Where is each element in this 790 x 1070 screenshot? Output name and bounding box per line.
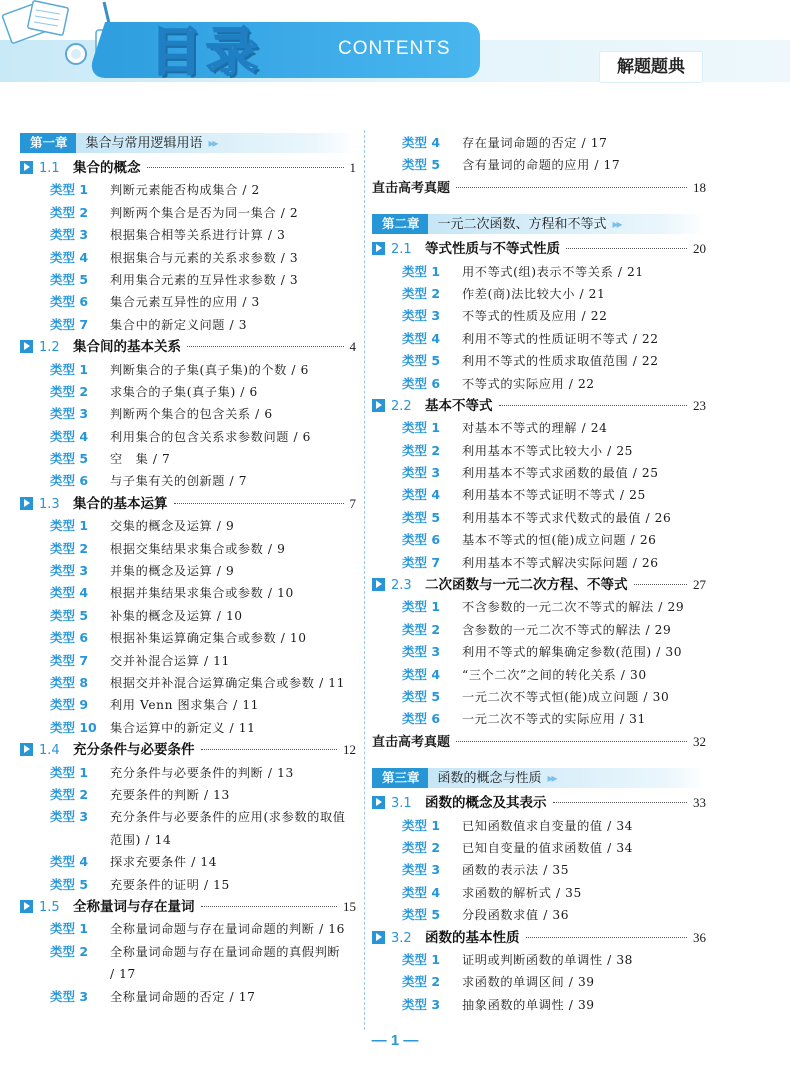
item-text: 利用 Venn 图求集合 / 11: [110, 698, 260, 713]
section-number: 3.2: [391, 930, 412, 946]
item-text: 根据集合与元素的关系求参数 / 3: [110, 250, 299, 265]
column-divider: [364, 130, 366, 1030]
item-text: 利用不等式的解集确定参数(范围) / 30: [462, 645, 683, 660]
type-tag: 类型 5: [402, 157, 441, 173]
item-text: 根据交并补混合运算确定集合或参数 / 11: [110, 675, 345, 690]
item-text: 交集的概念及运算 / 9: [110, 519, 235, 534]
section-entry[interactable]: [372, 574, 706, 596]
toc-item[interactable]: [20, 515, 356, 537]
triangle-right-icon: [20, 743, 33, 756]
triangle-right-icon: [20, 340, 33, 353]
type-tag: 类型 4: [402, 884, 441, 900]
type-tag: 类型 9: [50, 697, 89, 713]
toc-item[interactable]: [372, 328, 706, 350]
item-text: 一元二次不等式恒(能)成立问题 / 30: [462, 689, 670, 704]
toc-item[interactable]: [20, 672, 356, 694]
type-tag: 类型 5: [402, 353, 441, 369]
chapter-title[interactable]: 函数的概念与性质 ▸▸: [428, 768, 706, 788]
type-tag: 类型 2: [50, 540, 89, 556]
type-tag: 类型 3: [402, 308, 441, 324]
page-number: 15: [343, 898, 356, 914]
toc-item[interactable]: [372, 994, 706, 1016]
page-number: 20: [693, 241, 706, 257]
page-number: 7: [349, 495, 356, 511]
item-text: 已知函数值求自变量的值 / 34: [462, 818, 634, 833]
toc-item[interactable]: [372, 507, 706, 529]
section-entry[interactable]: [20, 336, 356, 358]
item-text: 利用集合元素的互异性求参数 / 3: [110, 272, 299, 287]
toc-item[interactable]: [20, 717, 356, 739]
dot-leader: [147, 167, 344, 168]
item-text: 利用不等式的性质求取值范围 / 22: [462, 354, 659, 369]
toc-item[interactable]: [20, 538, 356, 560]
exam-title: 直击高考真题: [372, 734, 451, 750]
toc-item[interactable]: [372, 859, 706, 881]
toc-item[interactable]: [20, 381, 356, 403]
toc-item[interactable]: [372, 462, 706, 484]
type-tag: 类型 4: [50, 585, 89, 601]
type-tag: 类型 6: [402, 532, 441, 548]
toc-item[interactable]: [372, 261, 706, 283]
section-entry[interactable]: [372, 792, 706, 814]
item-text: 求函数的解析式 / 35: [462, 885, 582, 900]
type-tag: 类型 3: [50, 227, 89, 243]
toc-item[interactable]: [372, 552, 706, 574]
item-text: 分段函数求值 / 36: [462, 908, 570, 923]
triangle-right-icon: [20, 900, 33, 913]
type-tag: 类型 4: [50, 854, 89, 870]
type-tag: 类型 2: [402, 285, 441, 301]
dot-leader: [187, 346, 344, 347]
item-text: 集合运算中的新定义 / 11: [110, 720, 256, 735]
type-tag: 类型 1: [402, 599, 441, 615]
item-text: 充要条件的判断 / 13: [110, 787, 230, 802]
toc-item[interactable]: [20, 650, 356, 672]
type-tag: 类型 5: [50, 876, 89, 892]
item-text: 已知自变量的值求函数值 / 34: [462, 840, 634, 855]
toc-item[interactable]: [20, 986, 356, 1008]
toc-item[interactable]: [20, 470, 356, 492]
item-text: “三个二次”之间的转化关系 / 30: [462, 667, 647, 682]
chevron-right-icon: ▸▸: [208, 136, 217, 150]
section-entry[interactable]: [20, 157, 356, 179]
dot-leader: [634, 584, 688, 585]
toc-item[interactable]: [372, 484, 706, 506]
item-text: 集合中的新定义问题 / 3: [110, 317, 248, 332]
item-text: 求集合的子集(真子集) / 6: [110, 384, 258, 399]
toc-left-column: [20, 132, 356, 1008]
type-tag: 类型 2: [402, 839, 441, 855]
section-title: 全称量词与存在量词: [73, 898, 195, 915]
type-tag: 类型 1: [402, 817, 441, 833]
item-text: 作差(商)法比较大小 / 21: [462, 286, 606, 301]
type-tag: 类型 5: [402, 688, 441, 704]
section-title: 集合间的基本关系: [73, 339, 181, 356]
triangle-right-icon: [372, 399, 385, 412]
triangle-right-icon: [372, 242, 385, 255]
toc-item[interactable]: [372, 882, 706, 904]
toc-item[interactable]: [20, 806, 356, 851]
item-text: 证明或判断函数的单调性 / 38: [462, 952, 634, 967]
type-tag: 类型 6: [50, 473, 89, 489]
toc-item[interactable]: [20, 560, 356, 582]
type-tag: 类型 5: [402, 509, 441, 525]
type-tag: 类型 3: [50, 563, 89, 579]
item-text: 不含参数的一元二次不等式的解法 / 29: [462, 600, 685, 615]
section-number: 1.1: [39, 161, 60, 176]
page-number: 36: [693, 929, 706, 945]
toc-item[interactable]: [20, 247, 356, 269]
type-tag: 类型 2: [402, 974, 441, 990]
type-tag: 类型 4: [50, 428, 89, 444]
item-text: 与子集有关的创新题 / 7: [110, 474, 248, 489]
type-tag: 类型 7: [402, 554, 441, 570]
page-number: 23: [693, 397, 706, 413]
toc-item[interactable]: [372, 305, 706, 327]
type-tag: 类型 1: [50, 518, 89, 534]
type-tag: 类型 7: [50, 652, 89, 668]
page-number: 1: [349, 160, 356, 175]
type-tag: 类型 5: [50, 451, 89, 467]
toc-item[interactable]: [20, 426, 356, 448]
item-text: 一元二次不等式的实际应用 / 31: [462, 712, 646, 727]
chapter-title[interactable]: 一元二次函数、方程和不等式 ▸▸: [428, 214, 706, 234]
toc-item[interactable]: [372, 815, 706, 837]
type-tag: 类型 2: [50, 786, 89, 802]
toc-item[interactable]: [372, 596, 706, 618]
toc-item[interactable]: [20, 448, 356, 470]
item-text: 不等式的实际应用 / 22: [462, 376, 595, 391]
item-text: 利用基本不等式求函数的最值 / 25: [462, 466, 659, 481]
section-entry[interactable]: [20, 493, 356, 515]
toc-item[interactable]: [372, 686, 706, 708]
toc-item[interactable]: [372, 283, 706, 305]
item-text: 根据并集结果求集合或参数 / 10: [110, 586, 294, 601]
toc-item[interactable]: [372, 708, 706, 730]
dot-leader: [201, 749, 338, 750]
section-entry[interactable]: [20, 896, 356, 918]
section-title: 基本不等式: [425, 397, 493, 414]
dot-leader: [499, 405, 688, 406]
page-number: 12: [343, 742, 356, 758]
type-tag: 类型 4: [402, 666, 441, 682]
exam-entry[interactable]: [372, 177, 706, 199]
section-number: 1.5: [39, 899, 60, 915]
toc-item[interactable]: [372, 373, 706, 395]
type-tag: 类型 3: [402, 465, 441, 481]
type-tag: 类型 1: [50, 764, 89, 780]
chevron-right-icon: ▸▸: [612, 217, 621, 232]
triangle-right-icon: [372, 931, 385, 944]
type-tag: 类型 1: [50, 182, 89, 198]
toc-item[interactable]: [372, 350, 706, 372]
section-number: 3.1: [391, 796, 412, 812]
triangle-right-icon: [372, 578, 385, 591]
toc-item[interactable]: [372, 664, 706, 686]
exam-title: 直击高考真题: [372, 180, 451, 196]
item-text: 对基本不等式的理解 / 24: [462, 421, 608, 436]
type-tag: 类型 6: [50, 630, 89, 646]
item-text: 全称量词命题与存在量词命题的判断 / 16: [110, 922, 345, 937]
type-tag: 类型 3: [50, 809, 89, 825]
item-text: 空 集 / 7: [110, 452, 171, 467]
item-text: 利用基本不等式证明不等式 / 25: [462, 488, 646, 503]
section-entry[interactable]: [372, 395, 706, 417]
item-text: 基本不等式的恒(能)成立问题 / 26: [462, 533, 657, 548]
item-text: 判断两个集合的包含关系 / 6: [110, 407, 273, 422]
toc-item[interactable]: [20, 918, 356, 940]
dot-leader: [553, 802, 688, 803]
toc-item[interactable]: [372, 837, 706, 859]
brand-badge: 解题题典: [600, 52, 702, 82]
section-title: 等式性质与不等式性质: [425, 241, 560, 258]
type-tag: 类型 4: [402, 330, 441, 346]
toc-item[interactable]: [20, 403, 356, 425]
item-text: 抽象函数的单调性 / 39: [462, 997, 595, 1012]
toc-item[interactable]: [20, 582, 356, 604]
toc-item[interactable]: [372, 641, 706, 663]
section-entry[interactable]: [372, 238, 706, 260]
item-text: 利用不等式的性质证明不等式 / 22: [462, 331, 659, 346]
chapter-heading: [372, 767, 706, 789]
type-tag: 类型 3: [50, 988, 89, 1004]
toc-item[interactable]: [372, 154, 706, 176]
toc-item[interactable]: [20, 784, 356, 806]
section-title: 二次函数与一元二次方程、不等式: [425, 577, 628, 594]
dot-leader: [174, 503, 344, 504]
type-tag: 类型 6: [50, 294, 89, 310]
section-number: 2.1: [391, 242, 412, 258]
chapter-label: 第三章: [372, 768, 428, 788]
page-number: 33: [693, 795, 706, 811]
triangle-right-icon: [20, 161, 33, 174]
item-text: 全称量词命题与存在量词命题的真假判断 / 17: [110, 944, 341, 982]
page-header: [0, 0, 790, 108]
section-number: 1.2: [39, 340, 60, 356]
chapter-heading: [20, 132, 356, 154]
triangle-right-icon: [20, 497, 33, 510]
chapter-label: 第二章: [372, 214, 428, 234]
item-text: 根据集合相等关系进行计算 / 3: [110, 228, 286, 243]
dot-leader: [526, 937, 688, 938]
item-text: 交并补混合运算 / 11: [110, 653, 230, 668]
item-text: 存在量词命题的否定 / 17: [462, 136, 608, 150]
triangle-right-icon: [372, 796, 385, 809]
toc-item[interactable]: [372, 132, 706, 154]
page-number: 27: [693, 577, 706, 593]
type-tag: 类型 2: [402, 621, 441, 637]
toc-item[interactable]: [372, 619, 706, 641]
type-tag: 类型 5: [50, 607, 89, 623]
type-tag: 类型 5: [50, 271, 89, 287]
type-tag: 类型 4: [402, 487, 441, 503]
item-text: 不等式的性质及应用 / 22: [462, 309, 608, 324]
type-tag: 类型 10: [50, 719, 97, 735]
page-subtitle: CONTENTS: [338, 38, 451, 59]
page-number: 18: [693, 179, 706, 195]
chapter-label: 第一章: [20, 133, 76, 153]
section-title: 函数的基本性质: [425, 929, 520, 946]
item-text: 探求充要条件 / 14: [110, 855, 218, 870]
chapter-title[interactable]: 集合与常用逻辑用语 ▸▸: [76, 133, 356, 153]
section-title: 充分条件与必要条件: [73, 742, 195, 759]
section-entry[interactable]: [372, 927, 706, 949]
dot-leader: [456, 741, 687, 742]
toc-item[interactable]: [372, 971, 706, 993]
type-tag: 类型 1: [402, 263, 441, 279]
item-text: 全称量词命题的否定 / 17: [110, 989, 256, 1004]
item-text: 集合元素互异性的应用 / 3: [110, 295, 260, 310]
toc-item[interactable]: [20, 627, 356, 649]
toc-item[interactable]: [20, 694, 356, 716]
section-number: 2.3: [391, 578, 412, 594]
toc-item[interactable]: [20, 762, 356, 784]
type-tag: 类型 3: [402, 996, 441, 1012]
toc-item[interactable]: [20, 269, 356, 291]
section-number: 2.2: [391, 398, 412, 414]
type-tag: 类型 1: [402, 420, 441, 436]
dot-leader: [566, 248, 687, 249]
type-tag: 类型 6: [402, 375, 441, 391]
type-tag: 类型 4: [50, 249, 89, 265]
item-text: 利用集合的包含关系求参数问题 / 6: [110, 429, 312, 444]
type-tag: 类型 4: [402, 135, 441, 150]
section-title: 函数的概念及其表示: [425, 795, 547, 812]
item-text: 充分条件与必要条件的判断 / 13: [110, 765, 294, 780]
item-text: 充分条件与必要条件的应用(求参数的取值范围) / 14: [110, 810, 346, 847]
type-tag: 类型 7: [50, 316, 89, 332]
toc-item[interactable]: [372, 417, 706, 439]
toc-item[interactable]: [372, 904, 706, 926]
toc-item[interactable]: [20, 605, 356, 627]
toc-item[interactable]: [372, 529, 706, 551]
dot-leader: [201, 906, 338, 907]
dot-leader: [456, 187, 687, 188]
toc-item[interactable]: [20, 359, 356, 381]
item-text: 含参数的一元二次不等式的解法 / 29: [462, 622, 672, 637]
toc-item[interactable]: [20, 179, 356, 201]
section-number: 1.3: [39, 496, 60, 512]
type-tag: 类型 1: [50, 361, 89, 377]
section-title: 集合的概念: [73, 160, 141, 176]
toc-item[interactable]: [20, 851, 356, 873]
section-number: 1.4: [39, 743, 60, 759]
item-text: 根据交集结果求集合或参数 / 9: [110, 541, 286, 556]
type-tag: 类型 3: [402, 644, 441, 660]
item-text: 根据补集运算确定集合或参数 / 10: [110, 631, 307, 646]
toc-item[interactable]: [20, 224, 356, 246]
page-number: 32: [693, 733, 706, 749]
chapter-heading: [372, 213, 706, 235]
item-text: 求函数的单调区间 / 39: [462, 975, 595, 990]
section-title: 集合的基本运算: [73, 495, 168, 512]
item-text: 充要条件的证明 / 15: [110, 877, 230, 892]
toc-item[interactable]: [372, 440, 706, 462]
type-tag: 类型 2: [50, 383, 89, 399]
item-text: 判断集合的子集(真子集)的个数 / 6: [110, 362, 309, 377]
item-text: 用不等式(组)表示不等关系 / 21: [462, 264, 644, 279]
page-number: 4: [349, 339, 356, 355]
toc-item[interactable]: [20, 314, 356, 336]
type-tag: 类型 2: [50, 204, 89, 220]
type-tag: 类型 1: [402, 951, 441, 967]
item-text: 补集的概念及运算 / 10: [110, 608, 243, 623]
type-tag: 类型 5: [402, 907, 441, 923]
toc-item[interactable]: [20, 874, 356, 896]
type-tag: 类型 2: [50, 943, 89, 959]
exam-entry[interactable]: [372, 731, 706, 753]
chevron-right-icon: ▸▸: [547, 771, 556, 786]
footer-page-number: — 1 —: [371, 1032, 419, 1049]
type-tag: 类型 1: [50, 921, 89, 937]
toc-item[interactable]: [20, 202, 356, 224]
item-text: 利用基本不等式比较大小 / 25: [462, 443, 634, 458]
toc-item[interactable]: [20, 291, 356, 313]
type-tag: 类型 3: [402, 862, 441, 878]
item-text: 含有量词的命题的应用 / 17: [462, 158, 621, 173]
toc-item[interactable]: [20, 941, 356, 986]
item-text: 判断两个集合是否为同一集合 / 2: [110, 205, 299, 220]
toc-item[interactable]: [372, 949, 706, 971]
type-tag: 类型 8: [50, 674, 89, 690]
item-text: 利用基本不等式解决实际问题 / 26: [462, 555, 659, 570]
type-tag: 类型 3: [50, 406, 89, 422]
item-text: 利用基本不等式求代数式的最值 / 26: [462, 510, 672, 525]
item-text: 函数的表示法 / 35: [462, 863, 570, 878]
type-tag: 类型 6: [402, 711, 441, 727]
section-entry[interactable]: [20, 739, 356, 761]
item-text: 判断元素能否构成集合 / 2: [110, 183, 260, 198]
toc-right-column: [372, 132, 706, 1016]
page-title: 目录: [150, 23, 263, 83]
item-text: 并集的概念及运算 / 9: [110, 564, 235, 579]
type-tag: 类型 2: [402, 442, 441, 458]
